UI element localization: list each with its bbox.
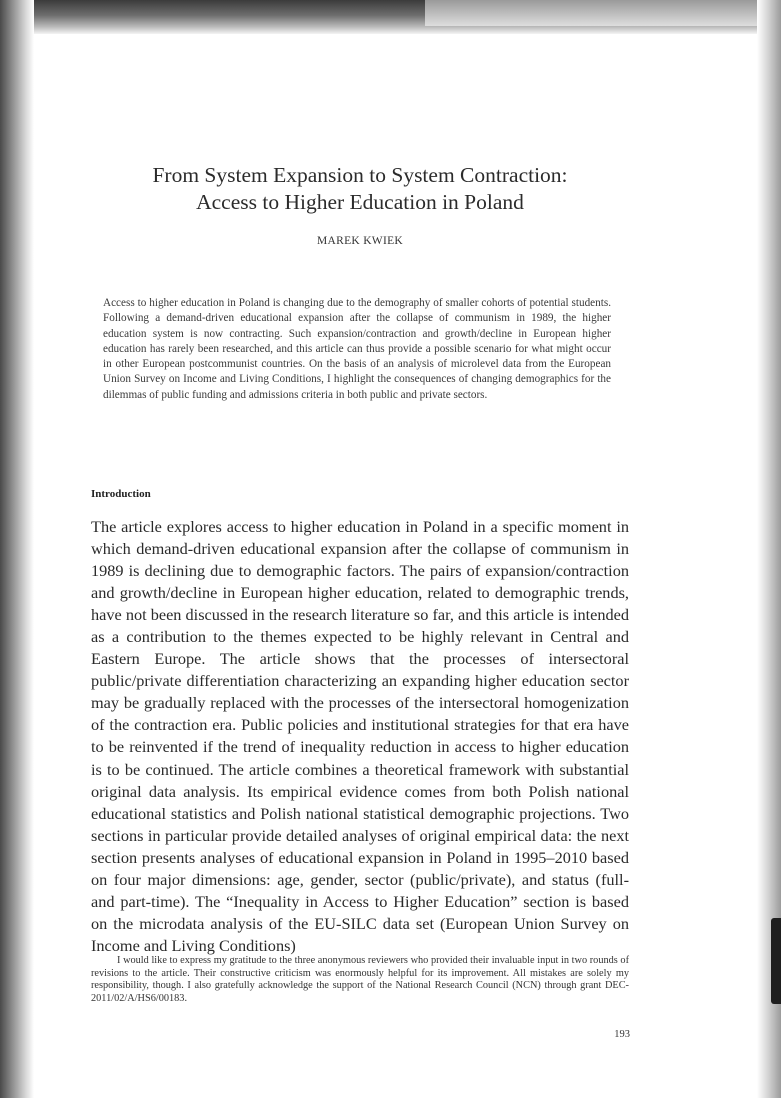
page-number: 193 — [614, 1029, 630, 1040]
body-text: The article explores access to higher education in Poland in a specific moment in which demand-driven educational expansion after the collapse of communism in 1989 is declining due to demographic factors. The pairs of expansion/contraction and growth/decline in European higher education, related to demographic trends, have not been discussed in the research literature so far, and this article is intended as a contribution to the themes expected to be highly relevant in Central and Eastern Europe. The article shows that the processes of intersectoral public/private differentiation characterizing an expanding higher education sector may be gradually replaced with the processes of the intersectoral homogenization of the contraction era. Public policies and institutional strategies for that era have to be reinvented if the trend of inequality reduction in access to higher education is to be continued. The article combines a theoretical framework with substantial original data analysis. Its empirical evidence comes from both Polish national educational statistics and Polish national statistical demographic projections. Two sections in particular provide detailed analyses of original empirical data: the next section presents analyses of educational expansion in Poland in 1995–2010 based on four major dimensions: age, gender, sector (public/private), and status (full- and part-time). The “Inequality in Access to Higher Education” section is based on the microdata analysis of the EU-SILC data set (European Union Survey on Income and Living Conditions) — [91, 517, 629, 955]
author-name: MAREK KWIEK — [316, 235, 404, 247]
section-heading: Introduction — [91, 488, 151, 500]
footnote: I would like to express my gratitude to the three anonymous reviewers who provided their invaluable input in two rounds of revisions to the article. Their constructive criticism was enormously helpful for its improvement. All mistakes are solely my responsibility, though. I also gratefully acknowledge the support of the National Research Council (NCN) through grant DEC-2011/02/A/HS6/00183. — [91, 955, 629, 1004]
article-title-line-1: From System Expansion to System Contraction: — [152, 163, 568, 187]
article-title-line-2: Access to Higher Education in Poland — [196, 190, 524, 214]
abstract: Access to higher education in Poland is changing due to the demography of smaller cohorts of potential students. Following a demand-driven educational expansion after the collapse of communism in 1989, the higher education system is now contracting. Such expansion/contraction and growth/decline in European higher education has rarely been researched, and this article can thus provide a possible scenario for what might occur in other European postcommunist countries. On the basis of an analysis of microlevel data from the European Union Survey on Income and Living Conditions, I highlight the consequences of changing demographics for the dilemmas of public funding and admissions criteria in both public and private sectors. — [103, 297, 611, 401]
